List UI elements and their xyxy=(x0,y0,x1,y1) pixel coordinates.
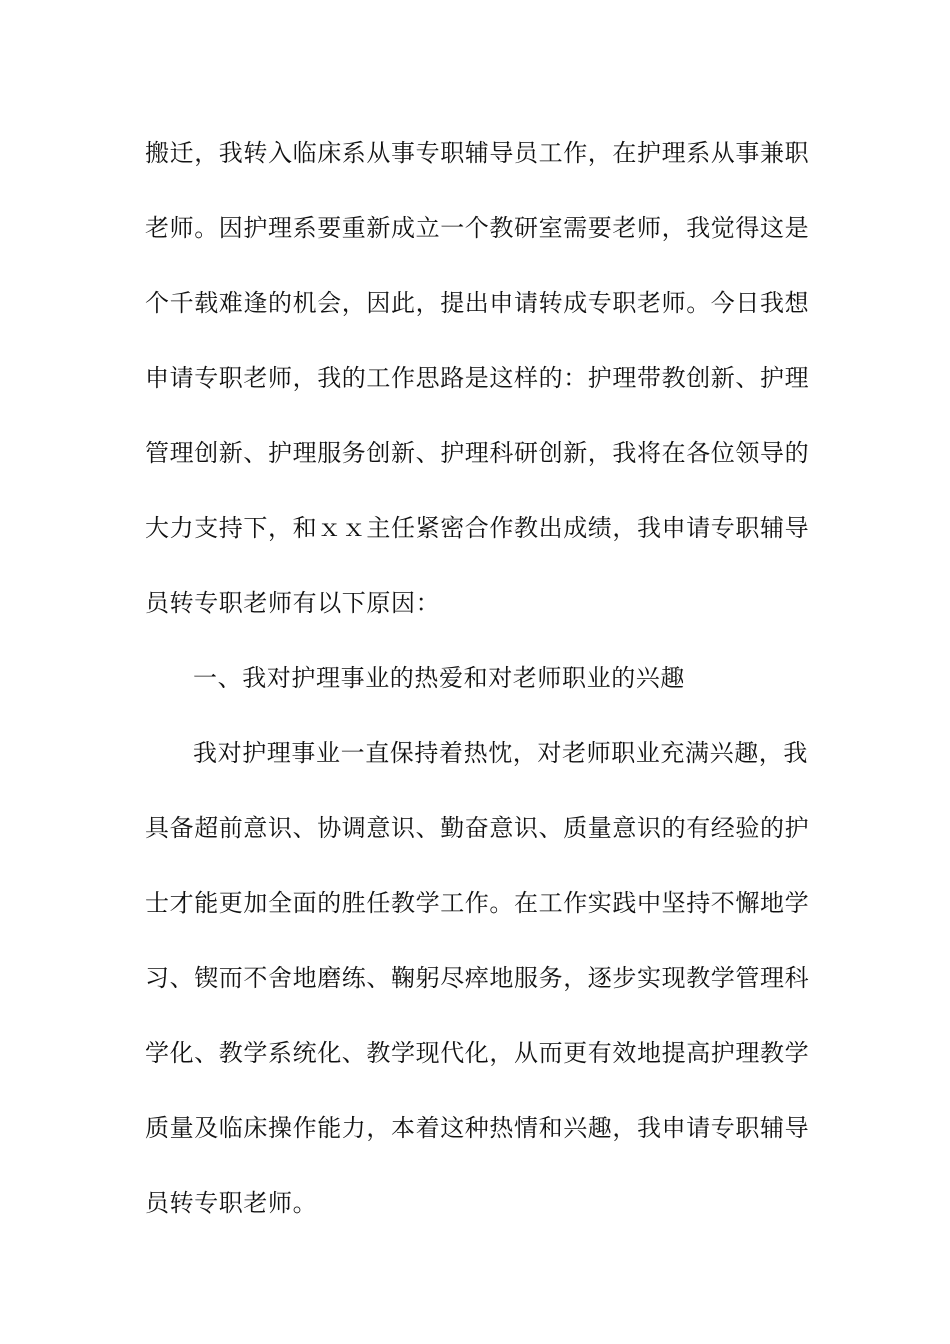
paragraph-line: 老师。因护理系要重新成立一个教研室需要老师，我觉得这是 xyxy=(145,214,810,242)
paragraph-line: 搬迁，我转入临床系从事专职辅导员工作，在护理系从事兼职 xyxy=(145,139,810,167)
paragraph-line: 具备超前意识、协调意识、勤奋意识、质量意识的有经验的护 xyxy=(145,814,810,842)
paragraph-line: 质量及临床操作能力，本着这种热情和兴趣，我申请专职辅导 xyxy=(145,1114,810,1142)
paragraph-line: 士才能更加全面的胜任教学工作。在工作实践中坚持不懈地学 xyxy=(145,889,810,917)
paragraph-line: 我对护理事业一直保持着热忱，对老师职业充满兴趣，我 xyxy=(193,739,808,767)
paragraph-line: 学化、教学系统化、教学现代化，从而更有效地提高护理教学 xyxy=(145,1039,810,1067)
paragraph-line: 员转专职老师有以下原因： xyxy=(145,589,441,617)
paragraph-line: 习、锲而不舍地磨练、鞠躬尽瘁地服务，逐步实现教学管理科 xyxy=(145,964,810,992)
paragraph-line: 管理创新、护理服务创新、护理科研创新，我将在各位领导的 xyxy=(145,439,810,467)
paragraph-line: 申请专职老师，我的工作思路是这样的：护理带教创新、护理 xyxy=(145,364,810,392)
paragraph-line: 个千载难逢的机会，因此，提出申请转成专职老师。今日我想 xyxy=(145,289,810,317)
section-heading: 一、我对护理事业的热爱和对老师职业的兴趣 xyxy=(193,664,685,692)
paragraph-line: 员转专职老师。 xyxy=(145,1189,318,1217)
paragraph-line: 大力支持下，和ｘｘ主任紧密合作教出成绩，我申请专职辅导 xyxy=(145,514,810,542)
